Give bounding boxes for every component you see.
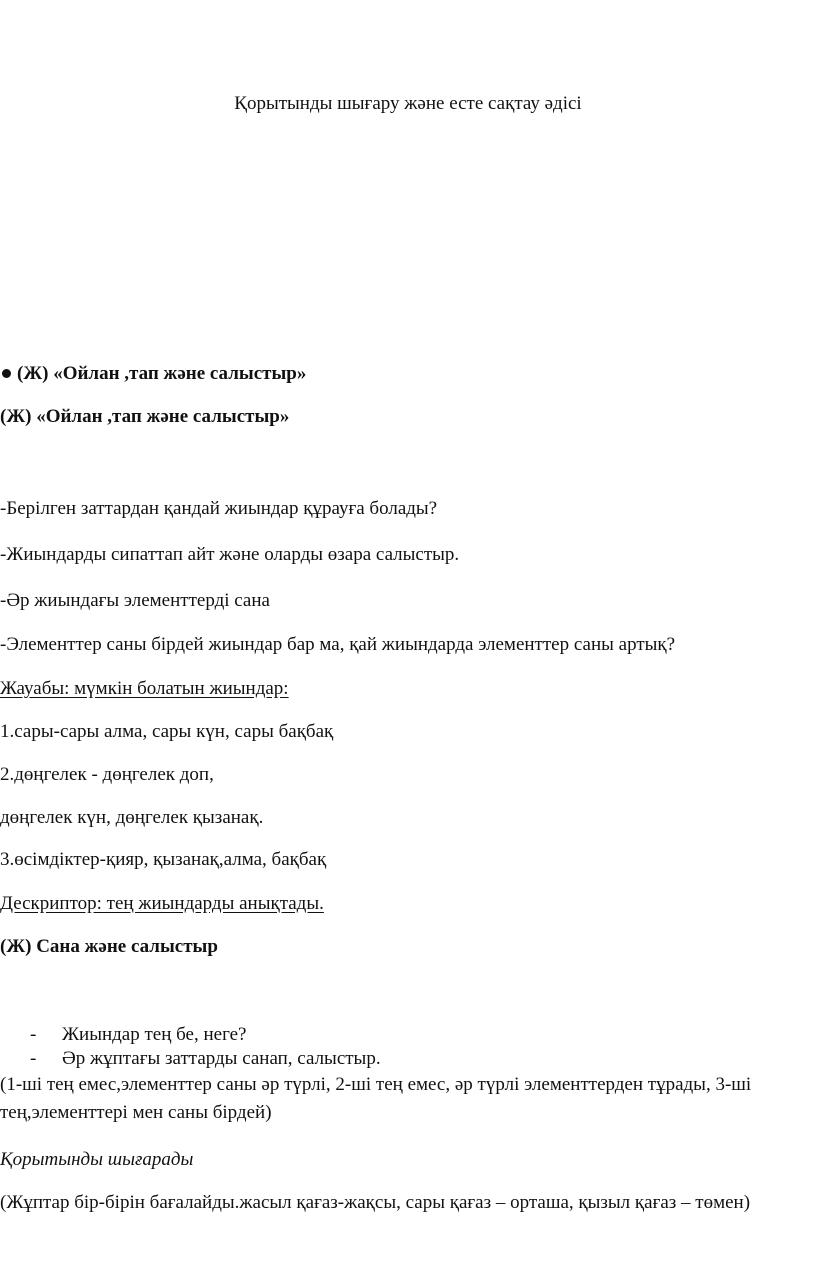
dash-item <box>30 1047 381 1071</box>
conclusion: Қорытынды шығарады <box>0 1149 194 1170</box>
bullet-heading-text: (Ж) «Ойлан ,тап және салыстыр» <box>17 363 307 384</box>
question-2: -Жиындарды сипаттап айт және оларды өзара салыстыр. <box>0 544 460 565</box>
answer-3: 3.өсімдіктер-қияр, қызанақ,алма, бақбақ <box>0 849 327 870</box>
question-4: -Элементтер саны бірдей жиындар бар ма, қай жиындарда элементтер саны артық? <box>0 634 676 655</box>
descriptor: Дескриптор: тең жиындарды анықтады. <box>0 893 324 914</box>
document-title: Қорытынды шығару және есте сақтау әдісі <box>234 93 582 114</box>
dash-item-text: Жиындар тең бе, неге? <box>62 1024 247 1045</box>
section-heading: (Ж) «Ойлан ,тап және салыстыр» <box>0 406 290 427</box>
question-3: -Әр жиындағы элементтерді сана <box>0 590 270 611</box>
bullet-heading <box>0 362 306 386</box>
dash-item <box>30 1023 247 1047</box>
section2-heading: (Ж) Сана және салыстыр <box>0 936 218 957</box>
answer-1: 1.сары-сары алма, сары күн, сары бақбақ <box>0 721 334 742</box>
answer-label: Жауабы: мүмкін болатын жиындар: <box>0 678 289 699</box>
answer-2: 2.дөңгелек - дөңгелек доп, <box>0 764 214 785</box>
answer-2-continued: дөңгелек күн, дөңгелек қызанақ. <box>0 807 264 828</box>
question-1: -Берілген заттардан қандай жиындар құрауға болады? <box>0 498 438 519</box>
assessment: (Жұптар бір-бірін бағалайды.жасыл қағаз-жақсы, сары қағаз – орташа, қызыл қағаз – төмен) <box>0 1192 751 1213</box>
explanation: (1-ші тең емес,элементтер саны әр түрлі, 2-ші тең емес, әр түрлі элементтерден тұрады, 3-ші тең,элементтері мен саны бірдей) <box>0 1074 752 1123</box>
dash-marker: - <box>30 1048 37 1069</box>
dash-marker: - <box>30 1024 37 1045</box>
dash-item-text: Әр жұптағы заттарды санап, салыстыр. <box>62 1048 381 1069</box>
bullet-icon <box>2 369 11 378</box>
